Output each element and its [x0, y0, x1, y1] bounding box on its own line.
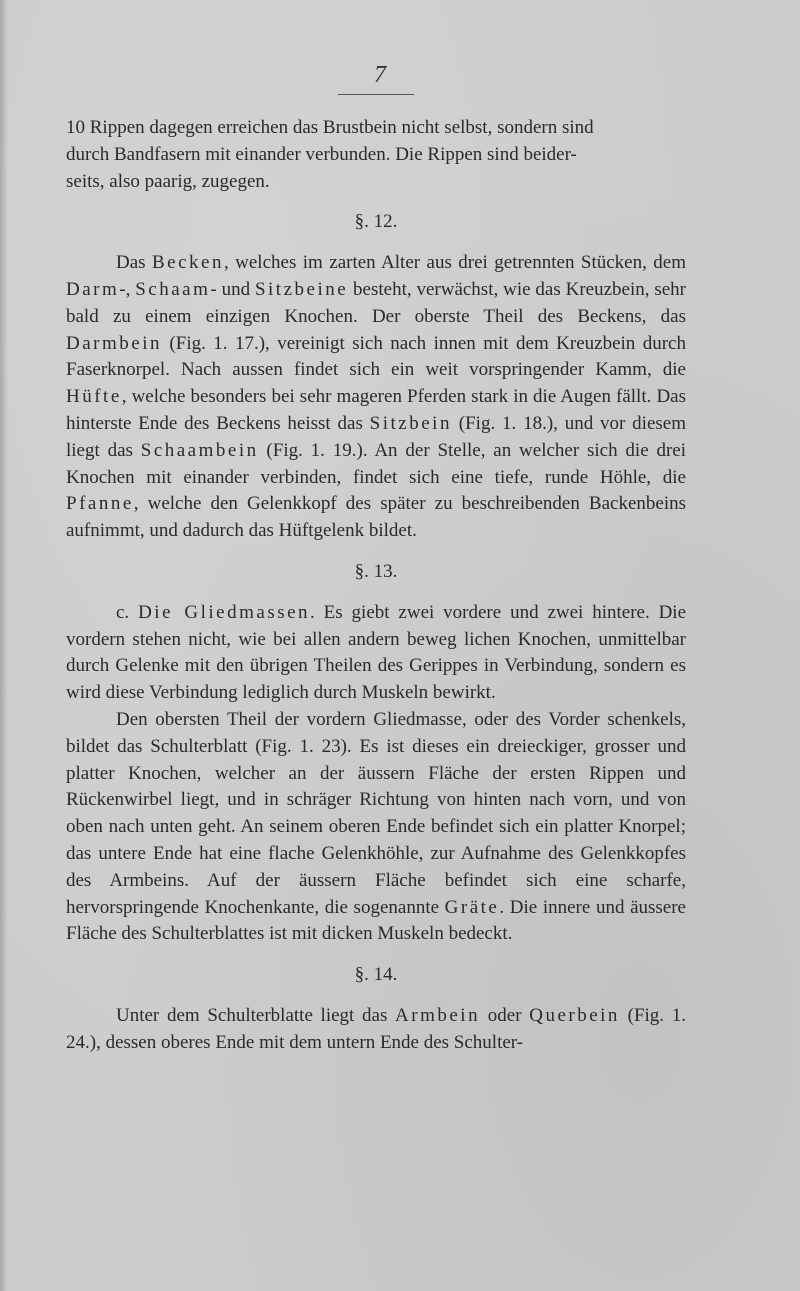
text-run: Unter dem Schulterblatte liegt das: [116, 1004, 396, 1026]
text-run: , welches im zarten Alter aus drei getrennten Stücken, dem: [223, 252, 686, 274]
text-run: , welche den Gelenkkopf des später zu beschreibenden Backenbeins aufnimmt, und dadurch das Hüftgelenk bildet.: [66, 493, 686, 542]
paragraph-gliedmassen: [66, 600, 686, 707]
term-schaam: Schaam: [135, 278, 211, 300]
term-armbein: Armbein: [395, 1004, 481, 1026]
text-run: (Fig. 1. 24.), dessen oberes Ende mit dem untern Ende des Schulter-: [66, 1004, 686, 1053]
text-run: (Fig. 1. 17.), vereinigt sich nach innen mit dem Kreuzbein durch Faserknorpel. Nach aussen findet sich ein weit vorspringender Kamm, die: [66, 332, 686, 381]
body-text: [66, 115, 686, 1057]
section-heading-13: §. 13.: [354, 560, 398, 582]
term-graete: Gräte: [444, 896, 500, 918]
text-run: besteht, verwächst, wie das Kreuzbein, sehr bald zu einem einzigen Knochen. Der oberste Theil des Beckens, das: [66, 278, 687, 327]
term-schaambein: Schaambein: [140, 439, 259, 461]
paragraph-becken: [66, 250, 686, 545]
term-pfanne: Pfanne: [66, 493, 134, 515]
text-line: durch Bandfasern mit einander verbunden. Die Rippen sind beider-: [66, 143, 577, 165]
text-run: (Fig. 1. 19.). An der Stelle, an welcher sich die drei Knochen mit einander verbinden, findet sich eine tiefe, runde Höhle, die: [66, 439, 686, 488]
paragraph-schulterblatt: [66, 707, 686, 948]
term-sitzbein: Sitzbein: [369, 412, 452, 434]
text-run: oder: [480, 1004, 530, 1026]
text-line: 10 Rippen dagegen erreichen das Brustbein nicht selbst, sondern sind: [66, 117, 594, 138]
text-run: Den obersten Theil der vordern Gliedmasse, oder des Vorder schenkels, bildet das Schulterblatt (Fig. 1. 23). Es ist dieses ein dreieckiger, grosser und platter Knochen, welcher an der äussern Fläche der ersten Rippen und Rückenwirbel liegt, und in schräger Richtung von hinten nach vorn, und von oben nach unten geht. An seinem oberen Ende befindet sich ein platter Knorpel; das untere Ende hat eine flache Gelenkhöhle, zur Aufnahme des Gelenkkopfes des Armbeins. Auf der äussern Fläche befindet sich eine scharfe, hervorspringende Knochenkante, die sogenannte: [66, 708, 686, 918]
page-number-rule: [338, 94, 414, 95]
term-becken: Becken: [151, 252, 224, 274]
text-run: -,: [119, 278, 136, 300]
text-run: c.: [116, 601, 139, 623]
section-heading-14: §. 14.: [354, 964, 398, 986]
paragraph-armbein: [66, 1003, 686, 1057]
term-querbein: Querbein: [529, 1004, 620, 1026]
text-run: . Es giebt zwei vordere und zwei hintere. Die vordern stehen nicht, wie bei allen andern beweg lichen Knochen, unmittelbar durch Gelenke mit den übrigen Theilen des Gerippes in Verbindung, sondern es wird diese Verbindung lediglich durch Muskeln bewirkt.: [66, 601, 687, 704]
text-run: Das: [116, 252, 152, 274]
text-run: . Die innere und äussere Fläche des Schulterblattes ist mit dicken Muskeln bedeckt.: [66, 896, 686, 945]
text-run: - und: [210, 278, 255, 300]
text-run: , welche besonders bei sehr mageren Pferden stark in die Augen fällt. Das hinterste Ende des Beckens heisst das: [66, 386, 686, 434]
paragraph-ribs: [66, 115, 686, 195]
section-heading-12: §. 12.: [354, 211, 398, 233]
term-darmbein: Darmbein: [66, 332, 162, 354]
page-number: 7: [374, 62, 386, 88]
term-huefte: Hüfte: [66, 386, 122, 408]
page-edge-shadow: [0, 0, 8, 1291]
term-darm: Darm: [66, 278, 120, 300]
term-gliedmassen: Die Gliedmassen: [138, 601, 311, 623]
text-line: seits, also paarig, zugegen.: [66, 170, 270, 192]
term-sitzbeine: Sitzbeine: [254, 278, 349, 300]
text-run: (Fig. 1. 18.), und vor diesem liegt das: [66, 412, 686, 461]
